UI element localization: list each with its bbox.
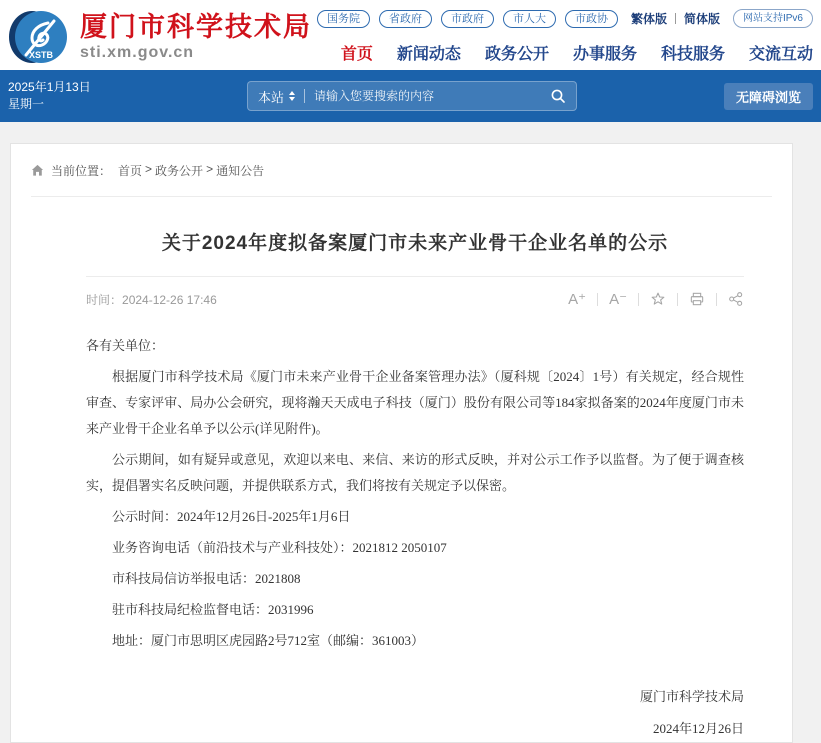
breadcrumb-divider — [31, 196, 772, 197]
current-weekday: 星期一 — [8, 97, 45, 111]
top-blue-bar — [0, 70, 821, 122]
content-card — [10, 143, 793, 743]
share-button[interactable] — [728, 291, 744, 307]
breadcrumb-separator: > — [206, 161, 214, 176]
signature-org: 厦门市科学技术局 — [639, 689, 744, 704]
tools-divider — [677, 293, 678, 306]
publish-time — [86, 291, 217, 308]
search-scope-value: 本站 — [258, 89, 285, 105]
nav-item[interactable]: 新闻动态 — [396, 46, 461, 63]
breadcrumb — [11, 144, 792, 196]
breadcrumb-label: 当前位置： — [51, 163, 112, 178]
article-paragraph: 各有关单位： — [86, 338, 165, 353]
breadcrumb-link[interactable]: 通知公告 — [216, 163, 265, 178]
gov-link-button[interactable]: 市政协 — [565, 10, 618, 28]
article-signature — [86, 684, 744, 742]
search-button[interactable] — [550, 88, 566, 104]
nav-item[interactable]: 办事服务 — [572, 46, 637, 63]
article-paragraph: 公示期间，如有疑异或意见，欢迎以来电、来信、来访的形式反映，并对公示工作予以监督。为了便于调查核实，提倡署实名反映问题，并提供联系方式，我们将按有关规定予以保密。 — [86, 452, 744, 493]
breadcrumb-link[interactable]: 政务公开 — [155, 163, 204, 178]
gov-links — [317, 10, 618, 28]
article — [11, 228, 792, 742]
printer-icon — [689, 291, 705, 307]
article-paragraph: 业务咨询电话（前沿技术与产业科技处）：2021812 2050107 — [112, 540, 447, 555]
article-paragraph: 市科技局信访举报电话：2021808 — [112, 571, 301, 586]
date-block — [8, 79, 247, 113]
publish-time-label: 时间： — [86, 292, 123, 307]
lang-simplified-link[interactable]: 简体版 — [683, 12, 720, 26]
article-meta-row — [86, 290, 744, 308]
share-icon — [728, 291, 744, 307]
tools-divider — [638, 293, 639, 306]
chevron-updown-icon — [289, 91, 295, 101]
font-increase-button[interactable]: A⁺ — [568, 291, 587, 308]
search-box — [247, 81, 577, 111]
search-icon — [550, 88, 566, 104]
page-background — [0, 122, 821, 743]
tools-divider — [716, 293, 717, 306]
lang-traditional-link[interactable]: 繁体版 — [630, 12, 667, 26]
lang-divider — [675, 13, 676, 24]
site-logo[interactable] — [8, 4, 312, 70]
gov-link-button[interactable]: 国务院 — [317, 10, 370, 28]
article-title: 关于2024年度拟备案厦门市未来产业骨干企业名单的公示 — [161, 233, 669, 254]
breadcrumb-link[interactable]: 首页 — [118, 163, 143, 178]
site-header — [0, 0, 821, 70]
gov-links-row — [317, 9, 813, 28]
article-paragraph: 地址：厦门市思明区虎园路2号712室（邮编：361003） — [112, 633, 425, 648]
site-url: sti.xm.gov.cn — [80, 44, 195, 61]
nav-item[interactable]: 首页 — [340, 46, 373, 63]
svg-text:XSTB: XSTB — [28, 50, 54, 60]
site-title-block — [80, 12, 312, 62]
language-switch — [631, 10, 720, 27]
article-paragraph: 公示时间：2024年12月26日-2025年1月6日 — [112, 509, 351, 524]
signature-date: 2024年12月26日 — [652, 721, 744, 736]
article-paragraph: 根据厦门市科学技术局《厦门市未来产业骨干企业备案管理办法》（厦科规〔2024〕1号）有关规定，经合规性审查、专家评审、局办公会研究，现将瀚天天成电子科技（厦门）股份有限公司等184家拟备案的2024年度厦门市未来产业骨干企业名单予以公示(详见附件)。 — [86, 369, 744, 436]
favorite-button[interactable] — [650, 291, 666, 307]
title-divider — [86, 276, 744, 277]
breadcrumb-items — [118, 162, 264, 179]
nav-item[interactable]: 政务公开 — [484, 46, 549, 63]
home-icon — [31, 164, 44, 177]
font-decrease-button[interactable]: A⁻ — [609, 291, 627, 308]
header-right — [312, 4, 813, 70]
breadcrumb-separator: > — [145, 161, 153, 176]
publish-time-value: 2024-12-26 17:46 — [122, 292, 217, 307]
print-button[interactable] — [689, 291, 705, 307]
star-icon — [650, 291, 666, 307]
article-paragraph: 驻市科技局纪检监督电话：2031996 — [112, 602, 314, 617]
tools-divider — [597, 293, 598, 306]
accessibility-button[interactable]: 无障碍浏览 — [724, 83, 813, 110]
site-name: 厦门市科学技术局 — [80, 12, 312, 42]
gov-link-button[interactable]: 省政府 — [379, 10, 432, 28]
gov-link-button[interactable]: 市人大 — [503, 10, 556, 28]
article-body — [86, 333, 744, 654]
search-scope-select[interactable] — [258, 87, 295, 106]
gov-link-button[interactable]: 市政府 — [441, 10, 494, 28]
search-input[interactable] — [314, 89, 550, 103]
article-tools — [568, 290, 744, 308]
nav-item[interactable]: 交流互动 — [748, 46, 813, 63]
search-divider — [304, 89, 305, 103]
current-date: 2025年1月13日 — [8, 80, 91, 94]
nav-item[interactable]: 科技服务 — [660, 46, 725, 63]
ipv6-badge[interactable]: 网站支持IPv6 — [733, 9, 813, 28]
logo-icon — [8, 9, 70, 65]
main-nav — [341, 41, 813, 64]
